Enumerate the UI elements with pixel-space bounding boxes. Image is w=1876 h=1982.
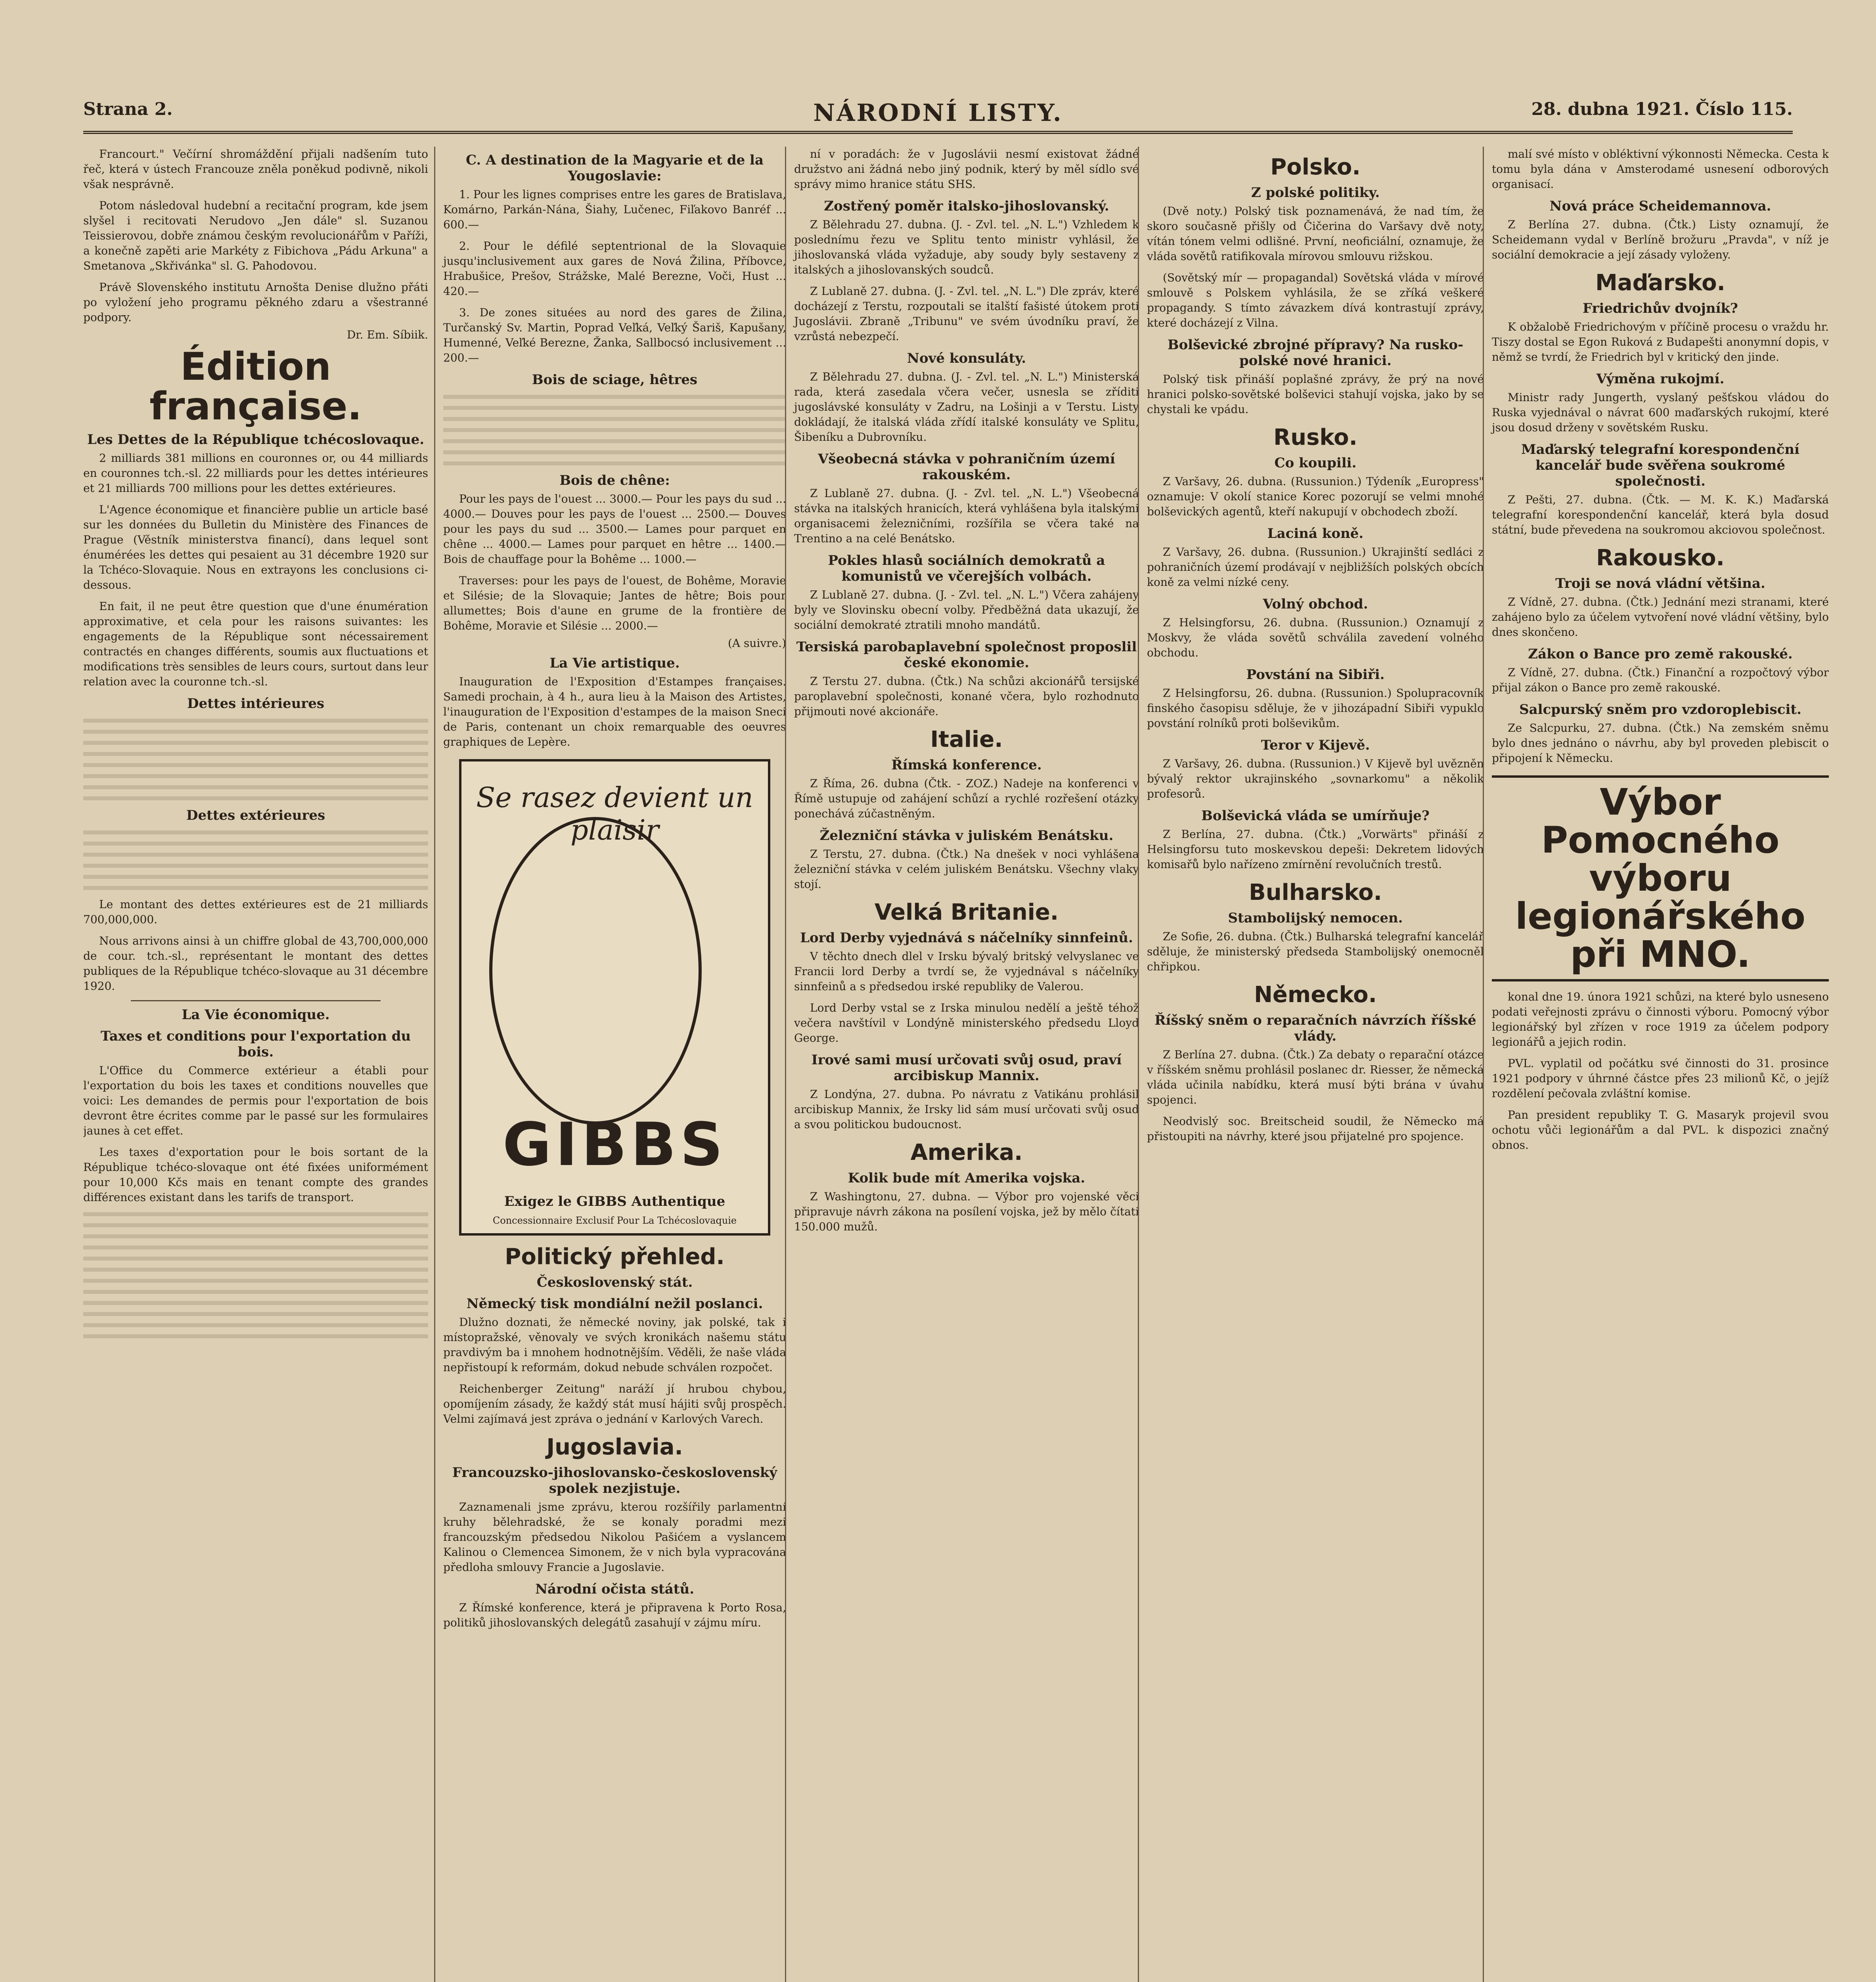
subheading: C. A destination de la Magyarie et de la Yougoslavie: (465, 152, 764, 184)
column-2 (434, 147, 786, 1982)
article-heading: Lord Derby vyjednává s náčelníky sinnfeinů. (800, 930, 1133, 946)
paragraph: Potom následoval hudební a recitační program, kde jsem slyšel i recitovati Nerudovo „Jen dále" sl. Suzanou Teissierovou, dobře známou českým revolucionářům v Paříži, a konečně zapěti arie Markéty z Fibichova „Pádu Arkuna" a Smetanova „Skřivánka" sl. G. Pahodovou. (83, 199, 428, 272)
section-title-poland: Polsko. (1270, 154, 1361, 180)
paragraph: Ministr rady Jungerth, vyslaný pešťskou vládou do Ruska vyjednával o návrat 600 maďarských rukojmí, které jsou dosud drženy v sovětském Rusku. (1492, 391, 1829, 434)
section-title-austria: Rakousko. (1596, 545, 1725, 571)
paragraph: (Sovětský mír — propagandal) Sovětská vláda v mírové smlouvě s Polskem vyhlásila, že se zříká veškeré propagandy. S tímto závazkem dívá kontrastují zprávy, které docházejí z Vilna. (1147, 271, 1484, 329)
page-number: Strana 2. (83, 99, 173, 119)
paragraph: Z Vídně, 27. dubna. (Čtk.) Jednání mezi stranami, které zahájeno bylo za účelem vytvoření nové vládní většiny, bylo dnes skončeno. (1492, 595, 1829, 639)
section-title-bulgaria: Bulharsko. (1249, 880, 1382, 905)
article-heading: Všeobecná stávka v pohraničním území rakouském. (818, 451, 1115, 483)
paragraph: konal dne 19. února 1921 schůzi, na které bylo usneseno podati veřejnosti zprávu o činnosti výboru. Pomocný výbor legionářský byl zřízen v roce 1919 za účelem podpory legionářů a jejich rodin. (1492, 990, 1829, 1048)
paragraph: Z Bělehradu 27. dubna. (J. - Zvl. tel. „N. L.") Ministerská rada, která zasedala včera večer, usnesla se zříditi jugoslávské konsuláty v Zadru, na Lošinji a v Terstu. Listy dokládají, že italská vláda zřídí italské konsuláty ve Splitu, Šibeníku a Dubrovníku. (794, 370, 1139, 444)
ad-footer: Concessionnaire Exclusif Pour La Tchécoslovaquie (492, 1215, 737, 1226)
paragraph: ní v poradách: že v Jugoslávii nesmí existovat žádné družstvo ani žádná nebo jiný podnik, který by měl sídlo své správy mimo hranice státu SHS. (794, 147, 1139, 191)
article-heading: Laciná koně. (1267, 526, 1364, 541)
article-heading: Zostřený poměr italsko-jihoslovanský. (824, 198, 1109, 214)
paragraph: Z Vídně, 27. dubna. (Čtk.) Finanční a rozpočtový výbor přijal zákon o Bance pro země rakouské. (1492, 666, 1829, 694)
article-heading: Les Dettes de la République tchécoslovaque. (87, 432, 425, 448)
paragraph: Z Varšavy, 26. dubna. (Russunion.) Ukrajinští sedláci z pohraničních území prodávají v nejbližších polských obcích koně za velmi nízké ceny. (1147, 545, 1484, 589)
article-heading: Nové konsuláty. (907, 350, 1026, 366)
paragraph: Neodvislý soc. Breitscheid soudil, že Německo má přistoupiti na návrhy, které jsou přijatelné pro spojence. (1147, 1115, 1484, 1143)
column-5 (1483, 147, 1829, 1982)
subheading: Dettes extérieures (186, 807, 325, 823)
divider (131, 1000, 381, 1001)
paragraph: Les taxes d'exportation pour le bois sortant de la République tchéco-slovaque ont été fixées uniformément pour 10,000 Kčs mais en tenant compte des grandes différences existant dans les tarifs de transport. (83, 1146, 428, 1204)
gibbs-advertisement (459, 759, 770, 1236)
article-heading: Francouzsko-jihoslovansko-československý spolek nezjistuje. (452, 1465, 777, 1496)
paragraph: Z Washingtonu, 27. dubna. — Výbor pro vojenské věci připravuje návrh zákona na posílení vojska, jež by mělo čítati 150.000 mužů. (794, 1190, 1139, 1233)
column-3 (785, 147, 1139, 1982)
paragraph: Z Helsingforsu, 26. dubna. (Russunion.) Spolupracovník finského časopisu sděluje, že v jihozápadní Sibiři vypuklo povstání rolníků proti bolševikům. (1147, 687, 1484, 730)
article-heading: Pokles hlasů sociálních demokratů a komunistů ve včerejších volbách. (828, 553, 1105, 584)
article-heading: Teror v Kijevě. (1261, 737, 1370, 753)
section-title-germany: Německo. (1254, 982, 1377, 1008)
paragraph: Zaznamenali jsme zprávu, kterou rozšířily parlamentní kruhy bělehradské, že se konaly poradmi mezi francouzským předsedou Nikolou Pašićem a vyslancem Kalinou o Clemencea Simonem, že v nich byla vypracována předloha smlouvy Francie a Jugoslavie. (443, 1500, 786, 1574)
section-heading: La Vie économique. (182, 1007, 330, 1023)
paragraph: Ze Sofie, 26. dubna. (Čtk.) Bulharská telegrafní kancelář sděluje, že ministerský předseda Stambolijský onemocněl chřipkou. (1147, 930, 1484, 973)
article-heading: Friedrichův dvojník? (1583, 300, 1738, 316)
legionnaire-committee-title: Výbor Pomocného výboru legionářského při MNO. (1492, 775, 1829, 981)
paragraph: Z Berlína 27. dubna. (Čtk.) Listy oznamují, že Scheidemann vydal v Berlíně brožuru „Pravda", v níž je sociální demokracie a její zásady vyloženy. (1492, 218, 1829, 261)
paragraph: L'Office du Commerce extérieur a établi pour l'exportation du bois les taxes et conditions nouvelles que voici: Les demandes de permis pour l'exportation de bois devront être écrites comme par le passé sur les formulaires jaunes à cet effet. (83, 1064, 428, 1137)
paragraph: Z Varšavy, 26. dubna. (Russunion.) V Kijevě byl uvězněn bývalý rektor ukrajinského „sovnarkomu" a několik profesorů. (1147, 757, 1484, 800)
column-1 (83, 147, 428, 1982)
article-heading: Kolik bude mít Amerika vojska. (848, 1170, 1085, 1186)
table-placeholder (443, 395, 786, 465)
paragraph: Le montant des dettes extérieures est de 21 milliards 700,000,000. (83, 898, 428, 926)
article-heading: Železniční stávka v juliském Benátsku. (819, 828, 1114, 844)
paragraph: 2. Pour le défilé septentrional de la Slovaquie jusqu'inclusivement aux gares de Nová Žilina, Příbovce, Hrabušice, Prešov, Strážske, Malé Berezne, Voči, Hust ... 420.— (443, 239, 786, 298)
paragraph: K obžalobě Friedrichovým v příčině procesu o vraždu hr. Tiszy dostal se Egon Ruková z Budapešti anonymní dopis, v němž se tvrdí, že Friedrich byl v kritický den jinde. (1492, 320, 1829, 363)
paragraph: Z Helsingforsu, 26. dubna. (Russunion.) Oznamují z Moskvy, že vláda sovětů schválila zavedení volného obchodu. (1147, 616, 1484, 659)
article-heading: Volný obchod. (1263, 596, 1368, 612)
article-heading: Co koupili. (1274, 455, 1357, 471)
article-heading: Irové sami musí určovati svůj osud, praví arcibiskup Mannix. (811, 1052, 1122, 1084)
subheading: Bois de chêne: (559, 473, 670, 488)
paragraph: L'Agence économique et financière publie un article basé sur les données du Bulletin du Ministère des Finances de Prague (Věstník ministerstva financí), dans lequel sont énumérées les dettes qui pesaient au 31 décembre 1920 sur la Tchéco-Slovaquie. Nous en extrayons les conclusions ci-dessous. (83, 503, 428, 591)
article-heading: Výměna rukojmí. (1596, 371, 1725, 387)
article-heading: Stambolijský nemocen. (1228, 910, 1403, 926)
paragraph: Z Berlína, 27. dubna. (Čtk.) „Vorwärts" přináší z Helsingforsu tuto moskevskou depeši: Dekretem lidových komisařů bylo nařízeno zmírnění revolučních trestů. (1147, 828, 1484, 871)
ad-illustration-icon (489, 817, 702, 1125)
paragraph: Pan president republiky T. G. Masaryk projevil svou ochotu vůči legionářům a dal PVL. k dispozici značný obnos. (1492, 1108, 1829, 1152)
paragraph: 3. De zones situées au nord des gares de Žilina, Turčanský Sv. Martin, Poprad Veľká, Veľký Šariš, Kapušany, Humenné, Veľké Berezne, Žanka, Sallbocsó inclusivement ... 200.— (443, 306, 786, 364)
paragraph: Z Římské konference, která je připravena k Porto Rosa, politiků jihoslovanských delegátů zasahují v zájmu míru. (443, 1601, 786, 1629)
newspaper-title: NÁRODNÍ LISTY. (813, 99, 1063, 127)
paragraph: Z Pešti, 27. dubna. (Čtk. — M. K. K.) Maďarská telegrafní korespondenční kancelář, která byla dosud státní, bude převedena na soukromou akciovou společnost. (1492, 493, 1829, 536)
ad-tagline: Exigez le GIBBS Authentique (504, 1194, 726, 1209)
paragraph: 1. Pour les lignes comprises entre les gares de Bratislava, Komárno, Parkán-Nána, Šiahy, Lučenec, Fiľakovo Banréf ... 600.— (443, 188, 786, 231)
paragraph: Z Terstu, 27. dubna. (Čtk.) Na dnešek v noci vyhlášena železniční stávka v celém juliském Benátsku. Všechny vlaky stojí. (794, 848, 1139, 891)
article-heading: Maďarský telegrafní korespondenční kancelář bude svěřena soukromé společnosti. (1521, 442, 1799, 489)
continuation-note: (A suivre.) (728, 637, 786, 650)
article-heading: Bolševické zbrojné přípravy? Na rusko-polské nové hranici. (1167, 337, 1464, 369)
ad-brand: GIBBS (502, 1110, 727, 1179)
section-title-hungary: Maďarsko. (1595, 270, 1725, 296)
paragraph: Právě Slovenského institutu Arnošta Denise dlužno přáti po vyložení jeho programu pěkného zdaru a všestranné podpory. (83, 281, 428, 324)
table-placeholder (83, 1212, 428, 1338)
paragraph: Z Říma, 26. dubna (Čtk. - ZOZ.) Nadeje na konferenci v Římě ustupuje od zahájení schůzí a rychlé rozřešení otázky ponechává zúčastněným. (794, 777, 1139, 820)
article-heading: Římská konference. (891, 757, 1042, 773)
paragraph: Traverses: pour les pays de l'ouest, de Bohême, Moravie et Silésie; de la Slovaquie; Jantes de hêtre; Bois pour allumettes; Bois d'aune en grume de la frontière de Bohême, Moravie et Silésie ... 2000.— (443, 574, 786, 632)
issue-date: 28. dubna 1921. Číslo 115. (1531, 99, 1793, 119)
paragraph: Reichenberger Zeitung" naráží jí hrubou chybou, opomíjením zásady, že každý stát musí hájiti svůj prospěch. Velmi zajímavá jest zpráva o jednání v Karlových Varech. (443, 1382, 786, 1425)
paragraph: Z Berlína 27. dubna. (Čtk.) Za debaty o reparační otázce v říšském sněmu prohlásil poslanec dr. Riesser, že německá vláda učinila nabídku, která musí býti brána v úvahu spojenci. (1147, 1048, 1484, 1106)
paragraph: malí své místo v obléktivní výkonnosti Německa. Cesta k tomu byla dána v Amsterodamé usnesení odborových organisací. (1492, 147, 1829, 191)
paragraph: Z Londýna, 27. dubna. Po návratu z Vatikánu prohlásil arcibiskup Mannix, že Irsky lid sám musí určovati svůj osud a svou politickou budoucnost. (794, 1088, 1139, 1131)
signature: Dr. Em. Síbiik. (346, 328, 428, 341)
section-title-political-overview: Politický přehled. (505, 1244, 725, 1270)
subheading: Bois de sciage, hêtres (532, 372, 698, 388)
paragraph: (Dvě noty.) Polský tisk poznamenává, že nad tím, že skoro současně přišly od Čičerina do Varšavy dvě noty, vítán tónem velmi odlišné. První, neoficiální, oznamuje, že vláda sovětů ratifikovala mírovou smlouvu rižskou. (1147, 205, 1484, 263)
table-placeholder (83, 830, 428, 890)
paragraph: Z Varšavy, 26. dubna. (Russunion.) Týdeník „Europress" oznamuje: V okolí stanice Korec pozorují se velmi mnohé bolševických agentů, kteří nakupují v obchodech zboží. (1147, 475, 1484, 518)
article-heading: Tersiská parobaplavební společnost proposlil české ekonomie. (796, 639, 1137, 671)
article-heading: Troji se nová vládní většina. (1555, 576, 1765, 591)
paragraph: Z Lublaně 27. dubna. (J. - Zvl. tel. „N. L.") Dle zpráv, které docházejí z Terstu, rozpoutali se italští fašisté útokem proti Jugoslávii. Zbraně „Tribunu" ve svém úvodníku praví, že vzrůstá nebezpečí. (794, 285, 1139, 343)
paragraph: Dlužno doznati, že německé noviny, jak polské, tak i místopražské, věnovaly ve svých kronikách našemu státu pravdivým ba i mnohem hodnotnějším. Věděli, že naše vláda nepřistoupí k reformám, dokud nebude schválen rozpočet. (443, 1316, 786, 1374)
paragraph: Inauguration de l'Exposition d'Estampes françaises. Samedi prochain, à 4 h., aura lieu à la Maison des Artistes, l'inauguration de l'Exposition d'estampes de la maison Sneci de Paris, contenant un choix remarquable des oeuvres graphiques de Lepère. (443, 675, 786, 748)
article-heading: Národní očista států. (535, 1581, 695, 1597)
article-heading: Z polské politiky. (1251, 185, 1380, 201)
article-heading: Bolševická vláda se umírňuje? (1201, 808, 1430, 824)
paragraph: Francourt." Večírní shromáždění přijali nadšením tuto řeč, která v ústech Francouze zněla poněkud podivně, nikoli však nesprávně. (83, 147, 428, 191)
subheading: Dettes intérieures (187, 696, 324, 712)
paragraph: Z Bělehradu 27. dubna. (J. - Zvl. tel. „N. L.") Vzhledem k poslednímu řezu ve Splitu tento ministr vyhlásil, že jihoslovanská vláda vyžaduje, aby soudy byly sestaveny z italských a jihoslovanských soudců. (794, 218, 1139, 276)
paragraph: Z Lublaně 27. dubna. (J. - Zvl. tel. „N. L.") Všeobecná stávka na italských hranicích, která vyhlášena byla italskými organisacemi železničními, rozšířila se včera také na Trentino a na celé Benátsko. (794, 487, 1139, 545)
article-heading: Říšský sněm o reparačních návrzích říšské vlády. (1154, 1012, 1476, 1044)
article-heading: Nová práce Scheidemannova. (1549, 198, 1771, 214)
paragraph: Lord Derby vstal se z Irska minulou nedělí a ještě téhož večera navštívil v Londýně ministerského předsedu Lloyd George. (794, 1001, 1139, 1045)
ad-slogan: Se rasez devient un plaisir (476, 781, 753, 846)
section-title-italy: Italie. (930, 727, 1003, 752)
paragraph: Z Lublaně 27. dubna. (J. - Zvl. tel. „N. L.") Včera zahájeny byly ve Slovinsku obecní volby. Předběžná data ukazují, že sociální demokraté ztratili mnoho mandátů. (794, 588, 1139, 631)
article-heading: Německý tisk mondiální nežil poslanci. (466, 1296, 763, 1312)
paragraph: PVL. vyplatil od počátku své činnosti do 31. prosince 1921 podpory v úhrnné částce přes 23 milionů Kč, o jejíž rozdělení pečovala zvláštní komise. (1492, 1057, 1829, 1100)
section-heading: La Vie artistique. (549, 655, 680, 671)
section-title-america: Amerika. (910, 1140, 1023, 1165)
article-heading: Taxes et conditions pour l'exportation du bois. (100, 1028, 411, 1060)
paragraph: Polský tisk přináší poplašné zprávy, že prý na nové hranici polsko-sovětské bolševici stahují vojska, jako by se chystali ke vpádu. (1147, 373, 1484, 416)
table-placeholder (83, 719, 428, 800)
lead-paragraph: 2 milliards 381 millions en couronnes or, ou 44 milliards en couronnes tch.-sl. 22 milliards pour les dettes intérieures et 21 milliards 700 millions pour les dettes extérieures. (83, 451, 428, 495)
section-title-russia: Rusko. (1273, 425, 1357, 450)
paragraph: Ze Salcpurku, 27. dubna. (Čtk.) Na zemském sněmu bylo dnes jednáno o návrhu, aby byl proveden plebiscit o připojení k Německu. (1492, 721, 1829, 765)
section-title-great-britain: Velká Britanie. (874, 899, 1059, 925)
paragraph: Z Terstu 27. dubna. (Čtk.) Na schůzi akcionářů tersijské paroplavební společnosti, konané včera, bylo rozhodnuto přijmouti nové akcionáře. (794, 675, 1139, 718)
paragraph: V těchto dnech dlel v Irsku bývalý britský velvyslanec ve Francii lord Derby a tvrdí se, že vyjednával s náčelníky sinnfeinů a s předsedou irské republiky de Valerou. (794, 950, 1139, 993)
article-heading: Povstání na Sibiři. (1246, 667, 1385, 683)
masthead (83, 95, 1793, 134)
column-4 (1138, 147, 1484, 1982)
paragraph: Pour les pays de l'ouest ... 3000.— Pour les pays du sud ... 4000.— Douves pour les pays de l'ouest ... 2500.— Douves pour les pays du sud ... 3500.— Lames pour parquet en chêne ... 4000.— Lames pour parquet en hêtre ... 1400.— Bois de chauffage pour la Bohême ... 1000.— (443, 492, 786, 566)
subheading: Československý stát. (536, 1274, 693, 1290)
section-title-edition-francaise: Édition française. (149, 344, 362, 429)
article-heading: Salcpurský sněm pro vzdoroplebiscit. (1519, 702, 1801, 717)
paragraph: Nous arrivons ainsi à un chiffre global de 43,700,000,000 de cour. tch.-sl., représentant le montant des dettes publiques de la République tchéco-slovaque au 31 décembre 1920. (83, 934, 428, 993)
article-heading: Zákon o Bance pro země rakouské. (1528, 646, 1793, 662)
section-title-yugoslavia: Jugoslavia. (546, 1434, 683, 1460)
paragraph: En fait, il ne peut être question que d'une énumération approximative, et cela pour les raisons suivantes: les engagements de la République sont nécessairement contractés en changes différents, soumis aux fluctuations et modifications très sensibles de leurs cours, surtout dans leur relation avec la couronne tch.-sl. (83, 600, 428, 688)
